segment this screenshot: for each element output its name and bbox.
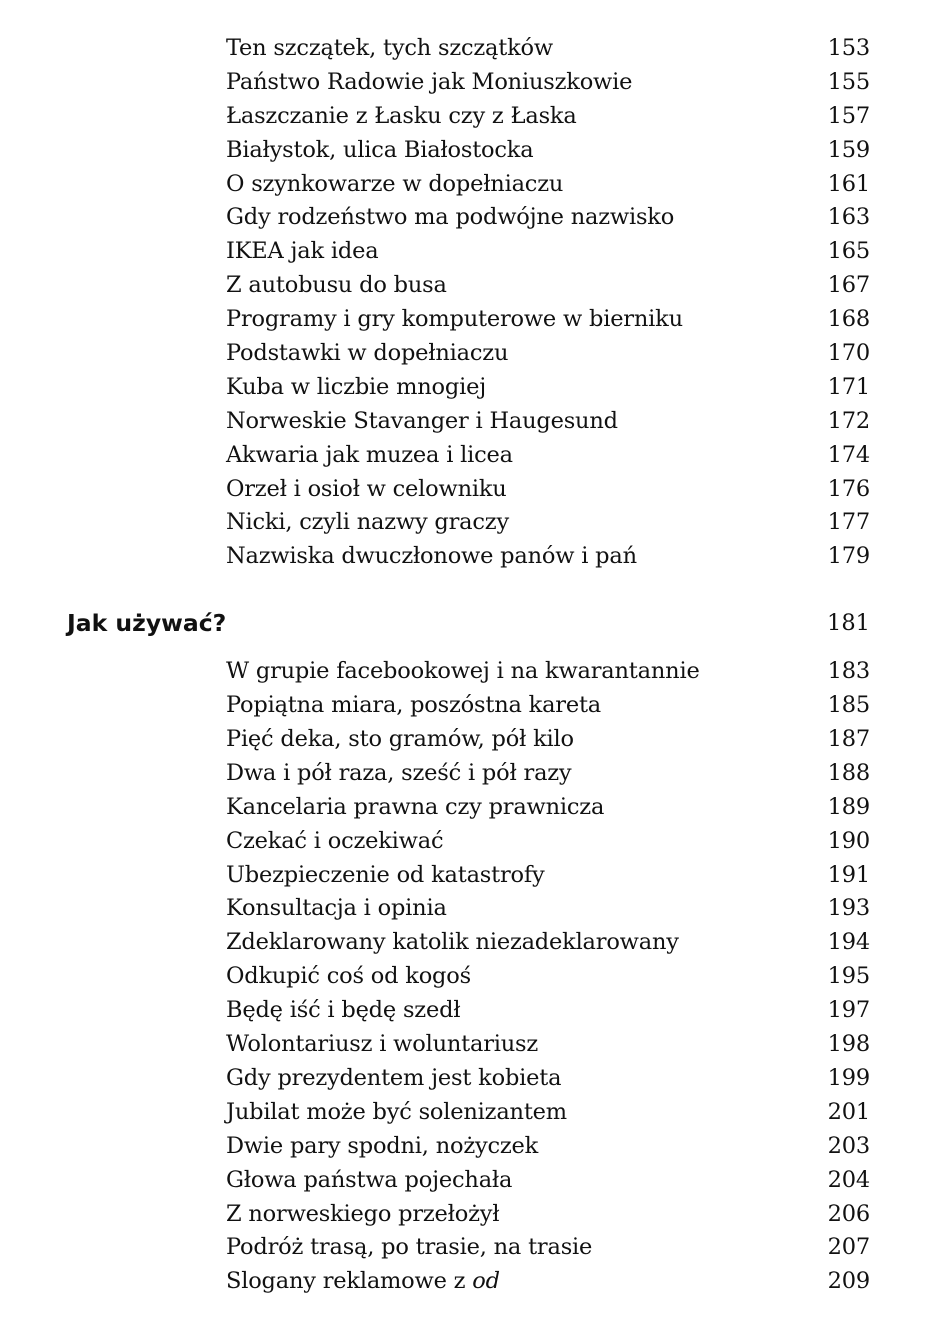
- toc-entry-page-number: 170: [827, 340, 870, 367]
- table-of-contents: [0, 32, 934, 1299]
- toc-entry: [0, 655, 934, 689]
- toc-entry: [0, 134, 934, 168]
- toc-entry-title: IKEA jak idea: [226, 238, 379, 265]
- toc-entry-page-number: 168: [827, 306, 870, 333]
- toc-entry-title: Podstawki w dopełniaczu: [226, 340, 509, 367]
- toc-entry-page-number: 153: [827, 35, 870, 61]
- toc-entry: [0, 960, 934, 994]
- toc-entry: [0, 791, 934, 825]
- toc-entry-page-number: 185: [827, 692, 870, 719]
- toc-entry: [0, 405, 934, 439]
- toc-entry-title: Zdeklarowany katolik niezadeklarowany: [226, 929, 679, 956]
- toc-entry: [0, 892, 934, 926]
- toc-entry: [0, 269, 934, 303]
- toc-entry-page-number: 163: [827, 204, 870, 231]
- toc-entry-title: Głowa państwa pojechała: [226, 1166, 513, 1193]
- toc-entry-page-number: 165: [827, 238, 870, 265]
- toc-entry: [0, 235, 934, 269]
- toc-entry: [0, 926, 934, 960]
- toc-entry-title: Kuba w liczbie mnogiej: [226, 373, 486, 400]
- toc-entry-page-number: 187: [827, 726, 870, 753]
- toc-entry: [0, 723, 934, 757]
- toc-entry-title: Białystok, ulica Białostocka: [226, 136, 534, 163]
- toc-entry-title: Dwie pary spodni, nożyczek: [226, 1132, 539, 1159]
- toc-entry: [0, 1028, 934, 1062]
- toc-entry-page-number: 188: [827, 759, 870, 786]
- toc-entry-page-number: 203: [827, 1132, 870, 1159]
- toc-entry-title: Akwaria jak muzea i licea: [226, 441, 513, 468]
- toc-entry-title: Ten szczątek, tych szczątków: [226, 35, 553, 61]
- toc-entry-title-italic: od: [472, 1268, 500, 1295]
- toc-entry-page-number: 199: [827, 1064, 870, 1091]
- toc-entry-page-number: 157: [827, 102, 870, 129]
- toc-entry: [0, 859, 934, 893]
- toc-entry: [0, 371, 934, 405]
- toc-entry: [0, 994, 934, 1028]
- toc-entry-page-number: 207: [827, 1234, 870, 1261]
- toc-entry: [0, 473, 934, 507]
- toc-entry-page-number: 191: [827, 861, 870, 888]
- toc-entry-title: Odkupić coś od kogoś: [226, 963, 471, 990]
- toc-entry-title: Norweskie Stavanger i Haugesund: [226, 407, 618, 434]
- toc-entry-page-number: 198: [827, 1031, 870, 1058]
- toc-entry-title: Dwa i pół raza, sześć i pół razy: [226, 759, 572, 786]
- toc-entry-title: Konsultacja i opinia: [226, 895, 447, 922]
- toc-entry-page-number: 174: [827, 441, 870, 468]
- toc-entry-title: Gdy prezydentem jest kobieta: [226, 1064, 562, 1091]
- toc-entry-page-number: 190: [827, 827, 870, 854]
- toc-entry: [0, 100, 934, 134]
- toc-entry-title: W grupie facebookowej i na kwarantannie: [226, 658, 700, 685]
- toc-entry-page-number: 193: [827, 895, 870, 922]
- toc-entry-title: Ubezpieczenie od katastrofy: [226, 861, 545, 888]
- section-title: Jak używać?: [67, 609, 227, 638]
- toc-entry: [0, 439, 934, 473]
- toc-entry-title: Nazwiska dwuczłonowe panów i pań: [226, 543, 637, 570]
- toc-entry-page-number: 155: [827, 68, 870, 95]
- toc-entry: [0, 1231, 934, 1265]
- toc-entry: [0, 1198, 934, 1232]
- toc-group: [0, 655, 934, 1299]
- toc-entry-title: Będę iść i będę szedł: [226, 997, 461, 1024]
- toc-entry-page-number: 189: [827, 793, 870, 820]
- toc-entry-page-number: 161: [827, 170, 870, 197]
- toc-entry: [0, 168, 934, 202]
- toc-group: [0, 32, 934, 574]
- toc-entry-title: Programy i gry komputerowe w bierniku: [226, 306, 683, 333]
- toc-entry-title: Jubilat może być solenizantem: [226, 1098, 567, 1125]
- toc-entry: [0, 689, 934, 723]
- toc-entry-page-number: 167: [827, 272, 870, 299]
- toc-entry: [0, 506, 934, 540]
- toc-entry-page-number: 197: [827, 997, 870, 1024]
- toc-entry-title: Orzeł i osioł w celowniku: [226, 475, 507, 502]
- toc-entry: [0, 32, 934, 66]
- toc-entry-title: Slogany reklamowe z od: [226, 1268, 500, 1295]
- toc-entry-page-number: 179: [827, 543, 870, 570]
- toc-entry-title: Pięć deka, sto gramów, pół kilo: [226, 726, 574, 753]
- toc-entry-title: Wolontariusz i woluntariusz: [226, 1031, 539, 1058]
- toc-entry-page-number: 177: [827, 509, 870, 536]
- toc-entry-title: Czekać i oczekiwać: [226, 827, 444, 854]
- toc-entry-title: Z norweskiego przełożył: [226, 1200, 500, 1227]
- toc-entry-title: Popiątna miara, poszóstna kareta: [226, 692, 602, 719]
- toc-entry: [0, 1062, 934, 1096]
- toc-entry-title: Nicki, czyli nazwy graczy: [226, 509, 509, 536]
- toc-entry: [0, 66, 934, 100]
- toc-entry-page-number: 201: [827, 1098, 870, 1125]
- toc-entry: [0, 337, 934, 371]
- toc-entry-title: Kancelaria prawna czy prawnicza: [226, 793, 605, 820]
- toc-entry-title: Gdy rodzeństwo ma podwójne nazwisko: [226, 204, 675, 231]
- section-page-number: 181: [827, 610, 870, 637]
- toc-entry: [0, 540, 934, 574]
- toc-entry-page-number: 194: [827, 929, 870, 956]
- toc-entry-title: Podróż trasą, po trasie, na trasie: [226, 1234, 593, 1261]
- toc-entry-page-number: 159: [827, 136, 870, 163]
- toc-entry-page-number: 204: [827, 1166, 870, 1193]
- toc-entry-title: O szynkowarze w dopełniaczu: [226, 170, 564, 197]
- toc-entry-page-number: 172: [827, 407, 870, 434]
- toc-entry-page-number: 209: [827, 1268, 870, 1295]
- toc-entry-page-number: 171: [827, 373, 870, 400]
- toc-entry-page-number: 195: [827, 963, 870, 990]
- toc-entry: [0, 303, 934, 337]
- toc-entry-page-number: 206: [827, 1200, 870, 1227]
- section-heading: [0, 606, 934, 640]
- toc-entry: [0, 825, 934, 859]
- toc-entry: [0, 201, 934, 235]
- toc-entry: [0, 1164, 934, 1198]
- toc-entry: [0, 1265, 934, 1299]
- toc-entry: [0, 1096, 934, 1130]
- toc-entry-page-number: 176: [827, 475, 870, 502]
- toc-entry-title: Z autobusu do busa: [226, 272, 447, 299]
- toc-entry-title: Łaszczanie z Łasku czy z Łaska: [226, 102, 577, 129]
- toc-entry-title: Państwo Radowie jak Moniuszkowie: [226, 68, 633, 95]
- toc-entry-page-number: 183: [827, 658, 870, 685]
- toc-entry: [0, 1130, 934, 1164]
- toc-entry: [0, 757, 934, 791]
